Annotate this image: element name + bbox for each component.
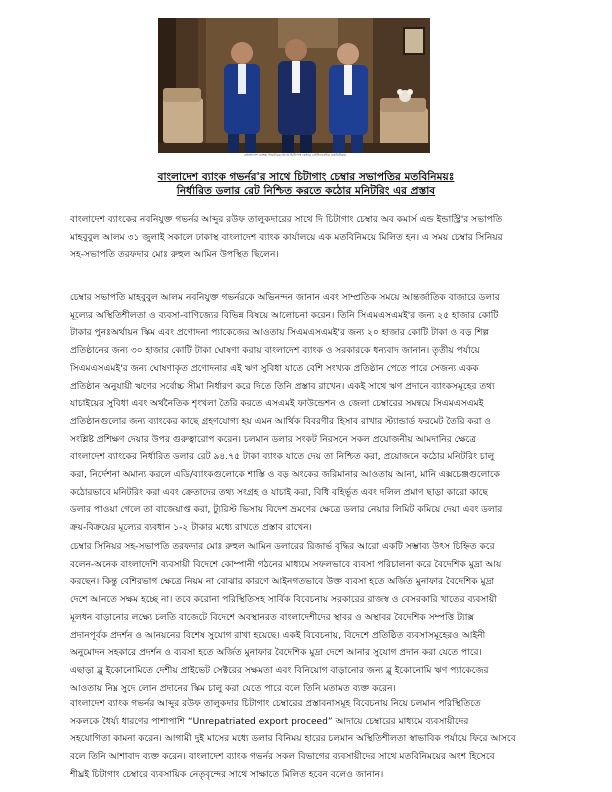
headline-line-1: বাংলাদেশ ব্যাংক গভর্নর'র সাথে চিটাগাং চেম্বার সভাপতির মতবিনিময়ঃ	[157, 171, 455, 183]
paragraph-1	[70, 212, 544, 265]
paragraph-line: বাংলাদেশ ব্যাংক গভর্নর আব্দুর রউফ তালুকদার চিটাগাং চেম্বারের প্রস্তাবনাসমূহ বিবেচনায় নিয়ে চলমান পরিস্থিতিতে	[70, 699, 481, 709]
paragraph-line: শীঘ্রই চিটাগাং চেম্বারে ব্যবসায়িক নেতৃবৃন্দের সাথে সাক্ষাতে মিলিত হবেন বলেও জানান।	[70, 769, 384, 780]
paragraph-2	[70, 290, 544, 538]
paragraph-line: বলেন-অনেক বাংলাদেশি ব্যবসায়ী বিদেশে কোম্পানী গঠনের মাধ্যমে সফলভাবে ব্যবসা পরিচালনা করে বৈদেশিক মুদ্রা আয়	[70, 559, 502, 570]
meeting-photo	[158, 18, 430, 153]
paragraph-line: বাংলাদেশ ব্যাংকের নবনিযুক্ত গভর্নর আব্দুর রউফ তালুকদারের সাথে দি চিটাগাং চেম্বার অব কমার্স এন্ড ইন্ডাস্ট্রি'র সভাপতি	[70, 215, 503, 225]
paragraph-line: চেম্বার সিনিয়র সহ-সভাপতি তরফদার মোঃ রুহুল আমিন ডলারের রিজার্ভ বৃদ্ধির আরো একটি সম্ভাব্য উৎস চিহ্নিত করে	[70, 542, 495, 552]
paragraph-line: এছাড়া ব্লু ইকোনোমিতে দেশীয় প্রাইভেট সেক্টরের সক্ষমতা এবং বিনিয়োগ বাড়ানোর জন্য ব্লু ইকোনোমি ঋণ প্যাকেজের	[70, 665, 489, 676]
paragraph-line: কঠোরভাবে মনিটরিং করা এবং ক্রেতাদের তথ্য সংগ্রহ ও যাচাই করা, বিধি বহির্ভূত এবং দলিল প্রমাণ ছাড়া কারো কাছে	[70, 487, 488, 498]
meeting-photo-illustration	[158, 18, 430, 153]
paragraph-line: সকলকে ধৈর্য্য ধারণের পাশাপাশি “Unrepatriated export proceed” আদায়ে চেম্বারের মাধ্যমে ব্যবসায়ীদের	[70, 716, 469, 727]
paragraph-line: সহ-সভাপতি তরফদার মোঃ রুহুল আমিন উপস্থিত ছিলেন।	[70, 250, 279, 261]
headline-line-2: নির্ধারিত ডলার রেট নিশ্চিত করতে কঠোর মনিটরিং এর প্রস্তাব	[176, 185, 436, 197]
sofa-right	[380, 108, 428, 148]
paragraph-line: বাংলাদেশ ব্যাংকের নির্ধারিত ডলার রেট ৯৪.৭৫ টাকা ব্যাংক যাতে দেয় তা নিশ্চিত করা, প্রয়োজনে কঠোর মনিটরিং চালু	[70, 452, 495, 463]
paragraph-line: মাহবুবুল আলম ৩১ জুলাই সকালে ঢাকাস্থ বাংলাদেশ ব্যাংক কার্যালয়ে এক মতবিনিময়ে মিলিত হন। এ সময় চেম্বার সিনিয়র	[70, 232, 503, 243]
paragraph-line: দেশে আনতে সক্ষম হচ্ছে না। তবে করোনা পরিস্থিতিসহ সার্বিক বিবেচনায় সরকারের রাজস্ব ও বেসরকারি খাতের ব্যবসায়ী	[70, 595, 497, 606]
paragraph-line: মূলধন বাড়ানোর লক্ষ্যে চলতি বাজেটে বিদেশে অবস্থানরত বাংলাদেশীদের স্থাবর ও অস্থাবর বৈদেশিক সম্পত্তি ট্যাক্স	[70, 612, 475, 623]
paragraph-line: করা, নির্দেশনা অমান্য করলে এডি/ব্যাংকগুলোকে শাস্তি ও বড় অংকের জরিমানার আওতায় আনা, মানি এক্সচেঞ্জগুলোকে	[70, 470, 501, 481]
paragraph-line: প্রতিষ্ঠান অনুযায়ী ঋণের সর্বোচ্চ সীমা নির্ধারণ করে দিতে তিনি প্রস্তাব রাখেন। একই সাথে ঋণ প্রদানে ব্যাংকসমূহের তথ্য	[70, 381, 495, 392]
paragraph-line: সিএমএসএমই'র জন্য ঘোষণাকৃত প্রণোদনার এই ঋণ সুবিধা যাতে বেশি সংখ্যক প্রতিষ্ঠান পেতে পারে সেজন্য একক	[70, 363, 479, 374]
headline	[60, 170, 552, 198]
paragraph-line: ক্রয়-বিক্রয়ের মূল্যের ব্যবধান ১-২ টাকার মধ্যে রাখতে প্রস্তাব রাখেন।	[70, 523, 312, 534]
paragraph-line: সহযোগিতা কামনা করেন। আগামী দুই মাসের মধ্যে ডলার বিনিময় হারের চলমান অস্থিতিশীলতা স্বাভাবিক পর্যায়ে ফিরে আসবে	[70, 734, 516, 745]
paragraph-line: বলে তিনি আশাবাদ ব্যক্ত করেন। বাংলাদেশ ব্যাংক গভর্নর সকল বিভাগের ব্যবসায়ীদের সাথে মতবিনিময়ের অংশ হিসেবে	[70, 752, 495, 763]
paragraph-line: প্রদানপূর্বক প্রদর্শন ও আনয়নের বিশেষ সুযোগ রাখা হয়েছে। একই বিবেচনায়, বিদেশে প্রতিষ্ঠিত ব্যবসাসমূহেরও আইনী	[70, 630, 486, 641]
paragraph-line: আওতায় নিম্ন সুদে লোন প্রদানের স্কিম চালু করা যেতে পারে বলে তিনি মতামত ব্যক্ত করেন।	[70, 683, 396, 694]
paragraph-line: যাচাইয়ের সুবিধা এবং অর্থনৈতিক শৃংখলা তৈরি করতে এসএমই ফাউন্ডেশন ও জেলা চেম্বারের সমন্বয়ে সিএমএসএমই	[70, 399, 484, 410]
photo-caption: বাংলাদেশ ব্যাংক গভর্নরের সাথে চিটাগাং চেম্বার প্রেসিডেন্টের মতবিনিময়	[243, 153, 346, 157]
wall-frame	[404, 28, 424, 54]
paragraph-line: প্রতিষ্ঠানগুলোর জন্য ব্যাংকের কাছে গ্রহণযোগ্য হয় এমন আর্থিক বিবরণীর হিসাব রাখার স্ট্যান্ডার্ড ফরমেট তৈরি করা ও	[70, 416, 491, 427]
paragraph-line: অনুমোদন সহকারে প্রদর্শন ও ব্যবসা হতে অর্জিত মুনাফার বৈদেশিক মুদ্রা দেশে আনার সুযোগ প্রদান করা যেতে পারে।	[70, 648, 482, 659]
paragraph-line: টাকার পুনঃঅর্থায়ন স্কিম এবং প্রণোদনা প্যাকেজের আওতায় সিএমএসএমই'র জন্য ২০ হাজার কোটি টাকা ও বড় শিল্প	[70, 328, 489, 339]
paragraph-3	[70, 539, 544, 698]
paragraph-4	[70, 696, 544, 785]
paragraph-line: করছেন। কিন্তু বেশিরভাগ ক্ষেত্রে নিয়ম না বোঝার কারণে আইনগতভাবে উক্ত ব্যবসা হতে অর্জিত মুনাফার বৈদেশিক মুদ্রা	[70, 577, 495, 588]
paragraph-line: চেম্বার সভাপতি মাহবুবুল আলম নবনিযুক্ত গভর্নরকে অভিনন্দন জানান এবং সাম্প্রতিক সময়ে আন্তর্জাতিক বাজারে ডলার	[70, 293, 500, 303]
paragraph-line: সংশ্লিষ্ট প্রশিক্ষণ দেয়ার উপর গুরুত্বারোপ করেন। চলমান ডলার সংকট নিরসনে সকল প্রয়োজনীয় আমদানির ক্ষেত্রে	[70, 434, 477, 445]
paragraph-line: প্রতিষ্ঠানের জন্য ৩০ হাজার কোটি টাকা ঘোষণা করায় বাংলাদেশ ব্যাংক ও সরকারকে ধন্যবাদ জানান। তৃতীয় পর্যায়ে	[70, 346, 480, 357]
sofa-left	[163, 98, 203, 143]
paragraph-line: ডলার পাওয়া গেলে তা বাজেয়াপ্ত করা, ট্যুরিস্ট ভিসায় বিদেশ ভ্রমণের ক্ষেত্রে ডলার নেয়ার লিমিট কমিয়ে দেয়া এবং ডলার	[70, 505, 503, 516]
paragraph-line: মূল্যের অস্থিতিশীলতা ও ব্যবসা-বাণিজ্যের বিভিন্ন বিষয়ে আলোচনা করেন। তিনি সিএমএসএমই'র জন্য ২৫ হাজার কোটি	[70, 310, 499, 321]
